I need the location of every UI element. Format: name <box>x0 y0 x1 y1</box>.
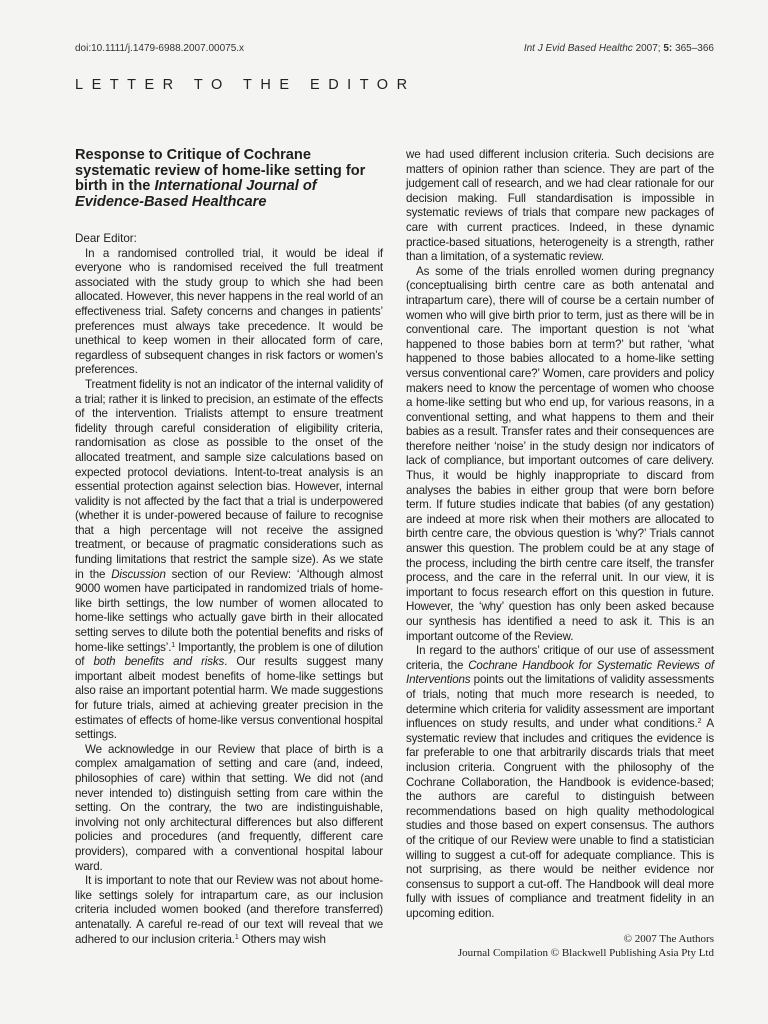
left-column <box>75 148 383 947</box>
article-title-journal: International Journal of Evidence-Based Healthcare <box>75 178 317 210</box>
journal-pages: 365–366 <box>675 43 714 54</box>
italic-text: both benefits and risks <box>93 655 225 669</box>
paragraph-text: We acknowledge in our Review that place of birth is a complex amalgamation of setting and care (and, indeed, philosophies of care) within that setting. We did not (and never intended to) distinguish setting from care within the setting. On the contrary, the two are indistinguishable, involving not only architectural differences but also different policies and procedures (and frequently, different care providers), compared with a conventional hospital labour ward. <box>75 742 383 873</box>
footer-compilation: Journal Compilation © Blackwell Publishing Asia Pty Ltd <box>457 947 714 959</box>
right-column <box>406 148 714 921</box>
italic-text: Cochrane Handbook for Systematic Reviews of Interventions <box>406 658 714 687</box>
paragraph-text: In regard to the authors’ critique of our use of assessment criteria, the <box>406 644 714 672</box>
body-paragraph <box>406 148 714 265</box>
section-label: LETTER TO THE EDITOR <box>75 77 416 93</box>
article-title <box>75 148 383 210</box>
footer <box>458 932 714 960</box>
body-paragraph <box>75 874 383 947</box>
paragraph-text: section of our Review: ‘Although almost 9000 women have participated in randomized trials of home-like birth settings, the low number of women allocated to home-like settings who actually gave birth in their allocated setting serves to dilute both the potential benefits and risks of home-like settings’. <box>75 567 383 654</box>
body-paragraph <box>406 644 714 921</box>
body-paragraph <box>75 743 383 874</box>
paragraph-text: points out the limitations of validity assessments of trials, noting that much more research is needed, to determine which criteria for validity assessment are important influences on study results, and under what conditions. <box>406 673 714 731</box>
salutation: Dear Editor: <box>75 232 137 245</box>
footer-copyright: © 2007 The Authors <box>623 933 714 945</box>
paragraph-text: Treatment fidelity is not an indicator of the internal validity of a trial; rather it is linked to precision, an estimate of the effects of the intervention. Trialists attempt to ensure treatment fidelity through careful consideration of eligibility criteria, randomisation as close as possible to the onset of the allocated treatment, and sample size calculations based on expected protocol deviations. Intent-to-treat analysis is an essential protection against selection bias. However, internal validity is not affected by the fact that a trial is underpowered (whether it is under-powered because of failure to recognise that a high percentage will not receive the assigned treatment, or because of pragmatic considerations such as funding limitations that restrict the sample size). As we state in the <box>75 377 383 581</box>
italic-text: Discussion <box>111 567 166 581</box>
journal-year: 2007; <box>635 43 661 54</box>
paragraph-text: Importantly, the problem is one of dilution of <box>75 640 383 669</box>
journal-abbrev: Int J Evid Based Healthc <box>523 43 633 54</box>
paragraph-text: In a randomised controlled trial, it would be ideal if everyone who is randomised received the full treatment associated with the study group to which she had been allocated. However, this never happens in the real world of an effectiveness trial. Safety concerns and changes in patients’ preferences must always take precedence. It would be unethical to keep women in their allocated form of care, regardless of subsequent changes in risk factors or women’s preferences. <box>75 246 383 377</box>
paragraph-text: It is important to note that our Review was not about home-like settings solely for intrapartum care, as our inclusion criteria included women booked (and therefore transferred) antenatally. A careful re-read of our text will reveal that we adhered to our inclusion criteria. <box>75 874 383 946</box>
right-body <box>406 148 714 921</box>
journal-volume: 5: <box>663 43 673 54</box>
paragraph-text: As some of the trials enrolled women during pregnancy (conceptualising birth centre care as both antenatal and intrapartum care), there will of course be a certain number of women who will give birth prior to term, just as there will be in conventional care. The important question is not ‘what happened to those babies born at term?’ but rather, ‘what happened to those babies allocated to a home-like setting versus conventional care?’ Women, care providers and policy makers need to know the percentage of women who choose a home-like setting but who end up, for various reasons, in a conventional setting, and what happens to them and their babies as a result. Transfer rates and their consequences are therefore neither ‘noise’ in the study design nor indicators of lack of compliance, but important outcomes of care delivery. Thus, it would be highly inappropriate to discard from analyses the babies in either group that were born before term. If future studies indicate that babies (of any gestation) are indeed at more risk when their mothers are allocated to birth centre care, the obvious question is ‘why?’ Trials cannot answer this question. The problem could be at any stage of the process, including the birth centre care itself, the transfer process, and the care in the referral unit. In our view, it is important to focus research effort on this question in future. However, the ‘why’ question has only been asked because our synthesis has identified a need to ask it. This is an important outcome of the Review. <box>406 264 714 643</box>
doi: doi:10.1111/j.1479-6988.2007.00075.x <box>75 43 245 54</box>
paragraph-text: Others may wish <box>238 932 326 946</box>
body-paragraph <box>75 378 383 743</box>
paragraph-text: we had used different inclusion criteria. Such decisions are matters of opinion rather than science. They are part of the judgement call of research, and we had clear rationale for our decision making. Full standardisation is impossible in systematic reviews of trials that compare new packages of care with current practices. Indeed, in these dynamic practice-based situations, heterogeneity is a strength, rather than a limitation, of a systematic review. <box>406 148 714 264</box>
paragraph-text: . Our results suggest many important albeit modest benefits of home-like settings but also raise an important potential harm. We made suggestions for future trials, aimed at achieving greater precision in the estimates of effects of home-like versus conventional hospital settings. <box>75 655 383 742</box>
citation-ref: 1 <box>171 641 176 649</box>
paragraph-text: A systematic review that includes and critiques the evidence is far preferable to one that arbitrarily discards trials that meet inclusion criteria. Congruent with the philosophy of the Cochrane Collaboration, the Handbook is evidence-based; the authors are careful to distinguish between recommendations based on high quality methodological studies and those based on expert consensus. The authors of the critique of our Review were unable to find a statistician willing to suggest a cut-off for adequate compliance. This is not surprising, as there would be neither evidence nor consensus to support a cut-off. The Handbook will deal more fully with issues of compliance and treatment fidelity in an upcoming edition. <box>406 717 714 920</box>
body-paragraph <box>406 265 714 644</box>
citation-ref: 1 <box>234 933 239 941</box>
journal-citation <box>524 43 714 54</box>
body-paragraph <box>75 247 383 378</box>
article-title-main: Response to Critique of Cochrane systematic review of home-like setting for birth in the <box>75 147 366 194</box>
left-body <box>75 247 383 948</box>
citation-ref: 2 <box>697 718 702 726</box>
